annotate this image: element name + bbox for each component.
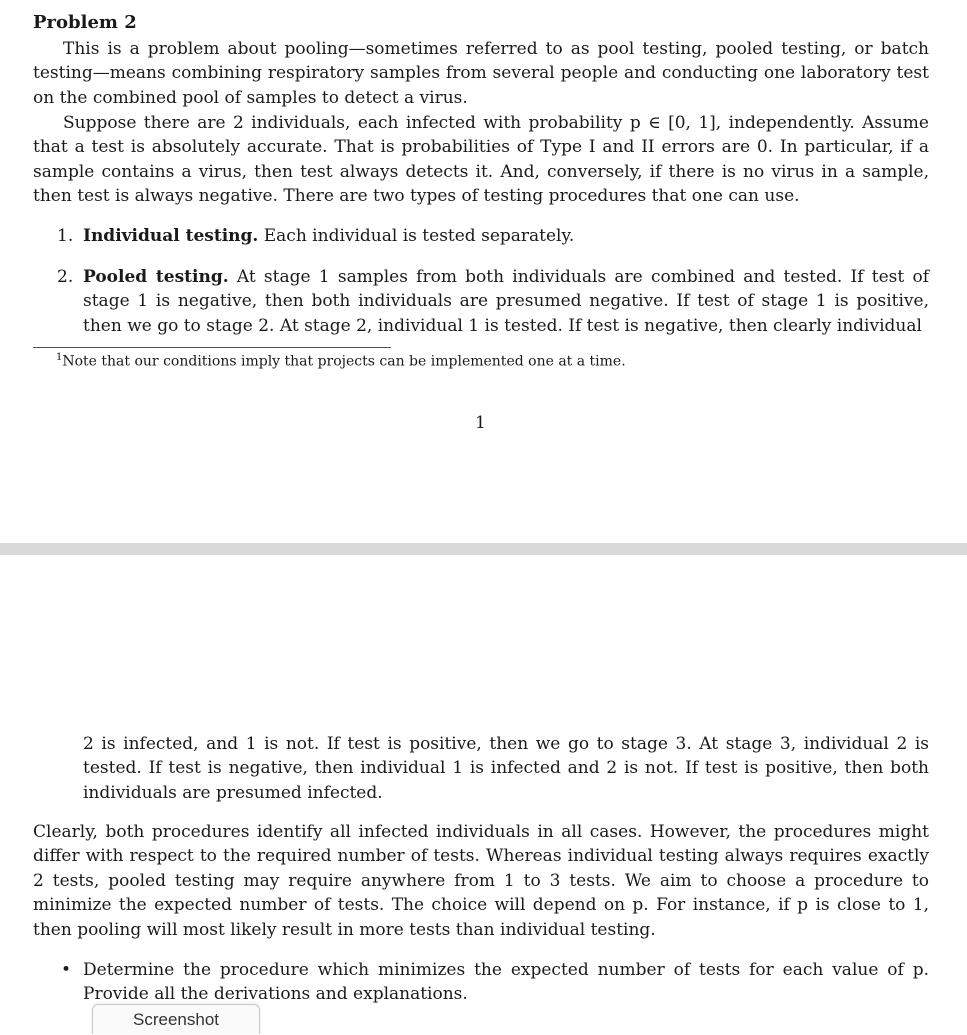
list-number: 2. [57,267,74,287]
item-text: At stage 1 samples from both individuals are combined and tested. If test of stage 1 is negative, then both individuals are presumed negative. If test of stage 1 is positive, then we go to stage 2. At stage 2, individual 1 is tested. If test is negative, then clearly individual [83,267,929,336]
intro-paragraph: This is a problem about pooling—sometimes referred to as pool testing, pooled testing, or batch testing—means combining respiratory samples from several people and conducting one laboratory test on the combined pool of samples to detect a virus. [33,39,929,108]
footnote-text: Note that our conditions imply that projects can be implemented one at a time. [62,353,626,370]
setup-paragraph: Suppose there are 2 individuals, each infected with probability p ∈ [0, 1], independently. Assume that a test is absolutely accurate. That is probabilities of Type I and II errors are 0. In particular, if a sample contains a virus, then test always detects it. And, conversely, if there is no virus in a sample, then test is always negative. There are two types of testing procedures that one can use. [33,113,929,207]
item-text: Each individual is tested separately. [258,226,575,246]
conclusion-paragraph: Clearly, both procedures identify all infected individuals in all cases. However, the procedures might differ with respect to the required number of tests. Whereas individual testing always requires exactly 2 tests, pooled testing may require anywhere from 1 to 3 tests. We aim to choose a procedure to minimize the expected number of tests. The choice will depend on p. For instance, if p is close to 1, then pooling will most likely result in more tests than individual testing. [33,822,929,940]
footnote [56,352,626,370]
bullet-text: Determine the procedure which minimizes the expected number of tests for each value of p. Provide all the derivations and explanations. [83,960,929,1005]
bullet-mark: • [61,960,72,980]
screenshot-button[interactable]: Screenshot [92,1004,260,1034]
task-bullet [33,958,929,1007]
list-item-continuation: 2 is infected, and 1 is not. If test is positive, then we go to stage 3. At stage 3, individual 2 is tested. If test is negative, then individual 1 is infected and 2 is not. If test is positive, then both individuals are presumed infected. [83,734,929,803]
page-number: 1 [475,413,486,433]
page-divider [0,543,967,555]
footnote-rule [33,347,391,348]
problem-heading: Problem 2 [33,12,137,33]
list-number: 1. [57,226,74,246]
list-item-individual-testing [33,224,929,248]
item-title: Pooled testing. [83,267,229,287]
item-title: Individual testing. [83,226,259,246]
list-item-pooled-testing [33,265,929,338]
page-2 [0,555,967,1029]
footnote-mark: 1 [56,352,63,363]
